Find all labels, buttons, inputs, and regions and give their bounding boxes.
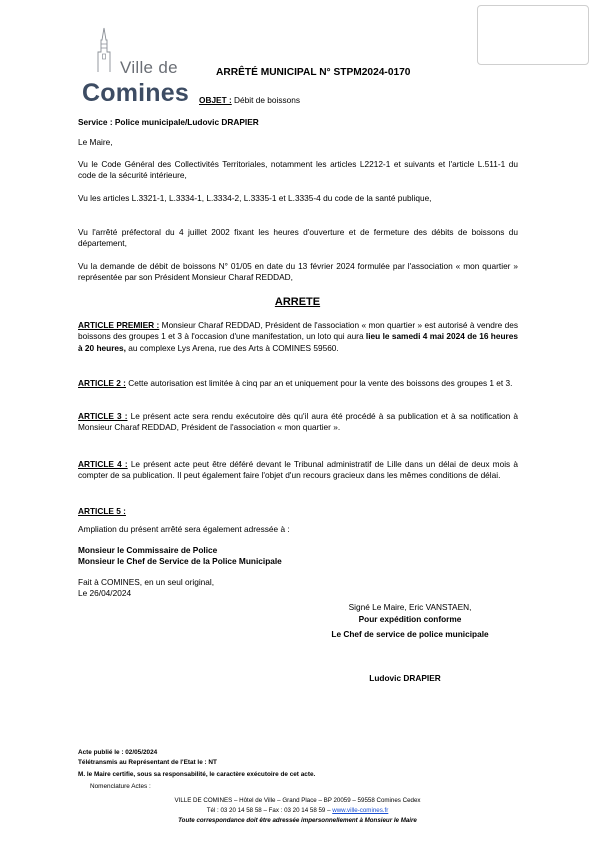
article-2: [78, 378, 518, 389]
subject-value: Débit de boissons: [231, 95, 300, 105]
decree-date: Le 26/04/2024: [78, 588, 132, 598]
article-5: [78, 506, 518, 517]
considerant-1: Vu le Code Général des Collectivités Territoriales, notamment les articles L2212-1 et suivants et l'article L.511-1 du code de la sécurité intérieure,: [78, 159, 518, 181]
article-1-label: ARTICLE PREMIER :: [78, 320, 160, 330]
fait-a: Fait à COMINES, en un seul original,: [78, 577, 215, 587]
signatory-name: Ludovic DRAPIER: [369, 673, 441, 683]
reception-stamp-box: [477, 5, 589, 65]
recipient-2: Monsieur le Chef de Service de la Police Municipale: [78, 556, 282, 566]
article-4-label: ARTICLE 4 :: [78, 459, 128, 469]
logo-comines-text: Comines: [82, 79, 189, 107]
article-4-text: Le présent acte peut être déféré devant le Tribunal administratif de Lille dans un délai de deux mois à compter de sa publication. Il peut également faire l'objet d'un recours gracieux dans les mêmes conditions de délai.: [78, 459, 518, 481]
article-3-text: Le présent acte sera rendu exécutoire dès qu'il aura été procédé à sa publication et à sa notification à Monsieur Charaf REDDAD, Président de l'association « mon quartier ».: [78, 411, 518, 433]
arrete-heading: ARRETE: [274, 296, 321, 308]
logo-ville-text: Ville de: [120, 58, 178, 77]
signatory-title: Le Chef de service de police municipale: [331, 629, 489, 639]
article-1-text-a: Monsieur Charaf REDDAD, Président de l'association « mon quartier » est autorisé à vendre des boissons des groupes 1 et 3 à l'occasion d'une manifestation, un loto qui aura: [78, 320, 518, 342]
transmission-info: Télétransmis au Représentant de l'Etat le : NT: [78, 759, 217, 766]
website-link[interactable]: www.ville-comines.fr: [332, 807, 389, 814]
decree-title: ARRÊTÉ MUNICIPAL N° STPM2024-0170: [216, 67, 411, 78]
publication-date: Acte publié le : 02/05/2024: [78, 749, 158, 756]
signed-by-mayor: Signé Le Maire, Eric VANSTAEN,: [348, 602, 472, 612]
article-2-label: ARTICLE 2 :: [78, 378, 126, 388]
service-line: Service : Police municipale/Ludovic DRAPIER: [78, 117, 259, 127]
considerant-3: Vu l'arrêté préfectoral du 4 juillet 2002 fixant les heures d'ouverture et de fermeture des débits de boissons du département,: [78, 227, 518, 249]
city-address: VILLE DE COMINES – Hôtel de Ville – Grand Place – BP 20059 – 59558 Comines Cedex: [174, 797, 421, 804]
article-1-text-b: au complexe Lys Arena, rue des Arts à COMINES 59560.: [125, 342, 339, 353]
article-1-text-bold: lieu le samedi 4 mai 2024 de 16 heures à 20 heures,: [78, 331, 519, 353]
executory-certification: M. le Maire certifie, sous sa responsabilité, le caractère exécutoire de cet acte.: [78, 771, 316, 778]
phone-fax: Tél : 03 20 14 58 58 – Fax : 03 20 14 58 59 –: [206, 807, 333, 814]
article-1: [78, 320, 518, 354]
considerant-4: Vu la demande de débit de boissons N° 01/05 en date du 13 février 2024 formulée par l'association « mon quartier » représentée par son Président Monsieur Charaf REDDAD,: [78, 261, 518, 283]
article-2-text: Cette autorisation est limitée à cinq par an et uniquement pour la vente des boissons des groupes 1 et 3.: [125, 378, 513, 388]
decree-subject: [199, 95, 300, 105]
recipient-1: Monsieur le Commissaire de Police: [78, 545, 218, 555]
article-3: [78, 411, 518, 434]
certified-copy: Pour expédition conforme: [358, 614, 462, 624]
comines-logo: [78, 26, 198, 110]
article-4: [78, 459, 518, 482]
contact-line: [0, 807, 595, 816]
nomenclature: Nomenclature Actes :: [90, 783, 151, 790]
considerant-2: Vu les articles L.3321-1, L.3334-1, L.3334-2, L.3335-1 et L.3335-4 du code de la santé publique,: [78, 193, 432, 203]
ampliation-line: Ampliation du présent arrêté sera également adressée à :: [78, 524, 290, 534]
subject-label: OBJET :: [199, 95, 232, 105]
correspondence-note: Toute correspondance doit être adressée impersonnellement à Monsieur le Maire: [178, 817, 417, 824]
le-maire: Le Maire,: [78, 137, 113, 147]
article-3-label: ARTICLE 3 :: [78, 411, 128, 421]
article-5-label: ARTICLE 5 :: [78, 506, 126, 516]
